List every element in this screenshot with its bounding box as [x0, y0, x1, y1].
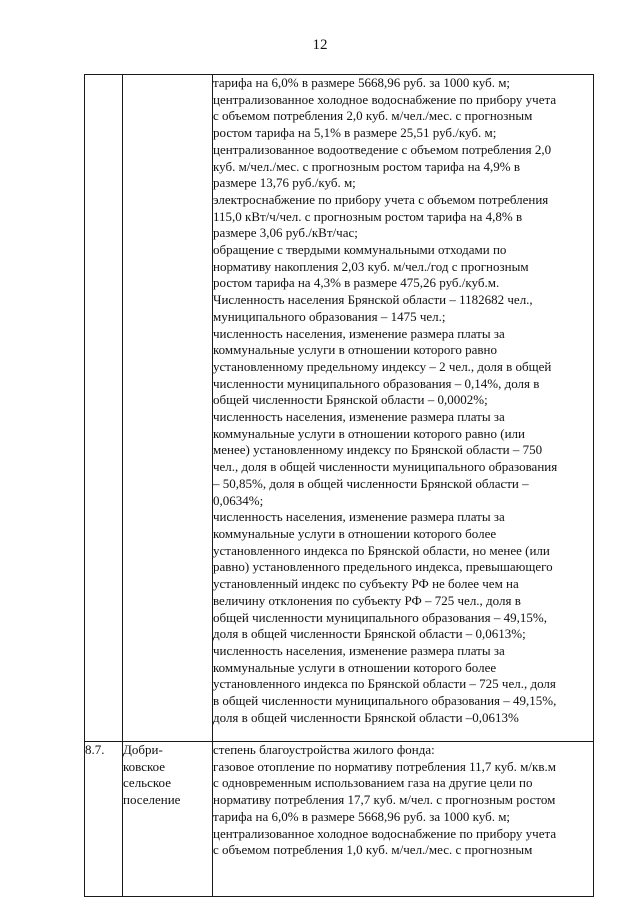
- description-line: централизованное холодное водоснабжение по прибору учета: [213, 825, 557, 841]
- row-number: 8.7.: [85, 742, 105, 757]
- description-line: ростом тарифа на 5,1% в размере 25,51 руб./куб. м;: [213, 125, 497, 141]
- description-line: с объемом потребления 2,0 куб. м/чел./мес. с прогнозным: [213, 108, 533, 124]
- description-line: численность населения, изменение размера платы за: [213, 509, 505, 525]
- description-line: установленному предельному индексу – 2 чел., доля в общей: [213, 358, 552, 374]
- row-number-cell: [85, 742, 123, 897]
- data-table: [84, 74, 594, 897]
- description-line: численность населения, изменение размера платы за: [213, 409, 505, 425]
- description-line: 0,0634%;: [213, 492, 264, 508]
- description-line: общей численности муниципального образования – 49,15%,: [213, 609, 547, 625]
- description-line: куб. м/чел./мес. с прогнозным ростом тарифа на 4,9% в: [213, 158, 521, 174]
- description-line: муниципального образования – 1475 чел.;: [213, 308, 446, 324]
- description-line: коммунальные услуги в отношении которого равно (или: [213, 425, 525, 441]
- description-line: установленного индекса по Брянской области – 725 чел., доля: [213, 676, 556, 692]
- settlement-name-cell: [123, 75, 213, 742]
- table-body: [85, 75, 594, 897]
- settlement-name-line: ковское: [123, 758, 166, 774]
- description-line: коммунальные услуги в отношении которого более: [213, 525, 497, 541]
- settlement-name-cell: [123, 742, 213, 897]
- description-line: степень благоустройства жилого фонда:: [213, 742, 435, 757]
- description-line: величину отклонения по субъекту РФ – 725 чел., доля в: [213, 592, 521, 608]
- description-line: коммунальные услуги в отношении которого более: [213, 659, 497, 675]
- description-line: установленный индекс по субъекту РФ не более чем на: [213, 576, 519, 592]
- row-number-cell: [85, 75, 123, 742]
- description-line: централизованное холодное водоснабжение по прибору учета: [213, 91, 557, 107]
- description-line: с одновременным использованием газа на другие цели по: [213, 775, 533, 791]
- description-line: размере 13,76 руб./куб. м;: [213, 175, 356, 191]
- description-line: равно) установленного предельного индекса, превышающего: [213, 559, 553, 575]
- description-line: газовое отопление по нормативу потребления 11,7 куб. м/кв.м: [213, 758, 556, 774]
- description-line: обращение с твердыми коммунальными отходами по: [213, 242, 507, 258]
- table-row: [85, 742, 594, 897]
- description-line: менее) установленному индексу по Брянской области – 750: [213, 442, 543, 458]
- description-line: численность населения, изменение размера платы за: [213, 642, 505, 658]
- table-row: [85, 75, 594, 742]
- description-line: численность населения, изменение размера платы за: [213, 325, 505, 341]
- description-line: установленного индекса по Брянской области, но менее (или: [213, 542, 550, 558]
- description-line: общей численности Брянской области – 0,0002%;: [213, 392, 488, 408]
- settlement-name-line: поселение: [123, 792, 181, 808]
- description-line: тарифа на 6,0% в размере 5668,96 руб. за 1000 куб. м;: [213, 808, 511, 824]
- description-line: доля в общей численности Брянской области –0,0613%: [213, 709, 519, 725]
- description-cell: [213, 75, 594, 742]
- description-line: чел., доля в общей численности муниципального образования: [213, 459, 558, 475]
- description-line: численности муниципального образования – 0,14%, доля в: [213, 375, 540, 391]
- settlement-name-line: Добри-: [123, 742, 163, 757]
- description-line: с объемом потребления 1,0 куб. м/чел./мес. с прогнозным: [213, 842, 533, 858]
- description-line: ростом тарифа на 4,3% в размере 475,26 руб./куб.м.: [213, 275, 500, 291]
- page-number: 12: [312, 37, 328, 53]
- description-line: Численность населения Брянской области – 1182682 чел.,: [213, 292, 533, 308]
- description-line: коммунальные услуги в отношении которого равно: [213, 342, 498, 358]
- description-line: в общей численности муниципального образования – 49,15%,: [213, 693, 557, 709]
- description-line: доля в общей численности Брянской области – 0,0613%;: [213, 626, 526, 642]
- description-line: 115,0 кВт/ч/чел. с прогнозным ростом тарифа на 4,8% в: [213, 208, 523, 224]
- description-line: нормативу накопления 2,03 куб. м/чел./год с прогнозным: [213, 258, 529, 274]
- description-line: тарифа на 6,0% в размере 5668,96 руб. за 1000 куб. м;: [213, 75, 511, 90]
- description-line: централизованное водоотведение с объемом потребления 2,0: [213, 141, 552, 157]
- description-line: нормативу потребления 17,7 куб. м/чел. с прогнозным ростом: [213, 792, 556, 808]
- settlement-name-line: сельское: [123, 775, 171, 791]
- description-line: – 50,85%, доля в общей численности Брянской области –: [213, 475, 529, 491]
- description-line: электроснабжение по прибору учета с объемом потребления: [213, 191, 549, 207]
- description-cell: [213, 742, 594, 897]
- description-line: размере 3,06 руб./кВт/час;: [213, 225, 358, 241]
